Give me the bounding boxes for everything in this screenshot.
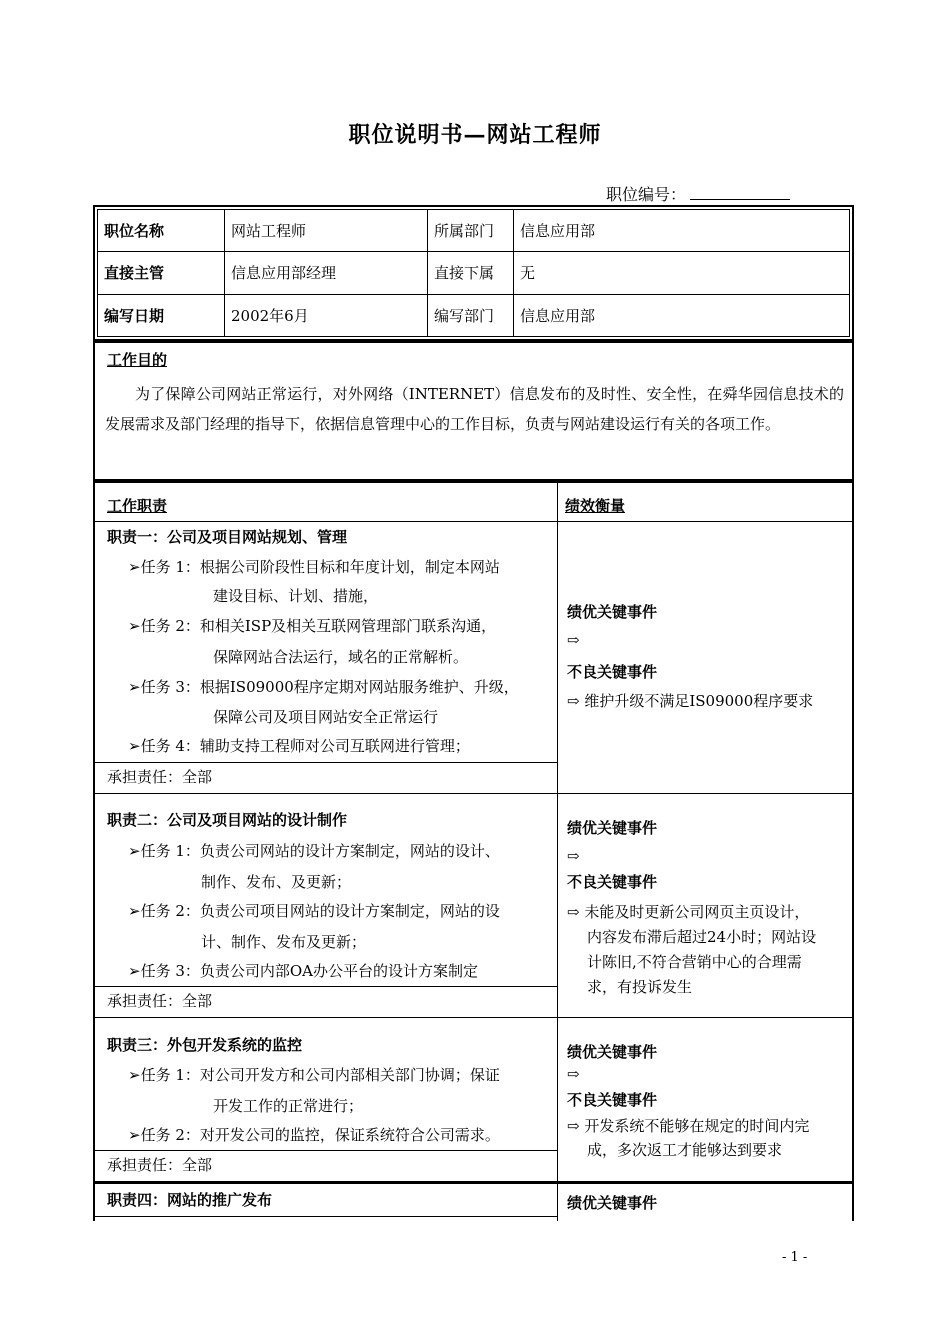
divider: [95, 521, 852, 522]
duty3-title: 职责三：外包开发系统的监控: [107, 1036, 303, 1054]
table-row: [98, 210, 850, 252]
position-code: [606, 182, 790, 205]
column-divider: [557, 483, 558, 1221]
label-position-name: 职位名称: [98, 210, 225, 252]
divider: [95, 986, 557, 987]
duty3-bad-line2: 成，多次返工才能够达到要求: [587, 1141, 783, 1159]
divider: [95, 793, 852, 794]
duty3-task1: ➢任务 1：对公司开发方和公司内部相关部门协调；保证: [128, 1066, 500, 1084]
arrow-icon: ⇨: [567, 847, 580, 865]
duty3-good-events: 绩优关键事件: [567, 1043, 658, 1061]
duty2-responsibility: 承担责任：全部: [107, 992, 213, 1010]
duty2-bad-line2: 内容发布滞后超过24小时；网站设: [587, 928, 817, 946]
duty3-bad-line1: ⇨ 开发系统不能够在规定的时间内完: [567, 1117, 810, 1135]
duty2-task3: ➢任务 3：负责公司内部OA办公平台的设计方案制定: [128, 962, 479, 980]
duty1-good-events: 绩优关键事件: [567, 603, 658, 621]
duty1-bad-item: ⇨ 维护升级不满足IS09000程序要求: [567, 692, 814, 710]
duty1-task3: ➢任务 3：根据IS09000程序定期对网站服务维护、升级，: [128, 678, 519, 696]
position-code-label: 职位编号：: [606, 185, 687, 204]
table-row: [98, 294, 850, 336]
duty1-responsibility: 承担责任：全部: [107, 768, 213, 786]
purpose-text: 为了保障公司网站正常运行，对外网络（INTERNET）信息发布的及时性、安全性，在舜华园信息技术的发展需求及部门经理的指导下，依据信息管理中心的工作目标，负责与网站建设运行有关的各项工作。: [105, 385, 844, 433]
label-supervisor: 直接主管: [98, 252, 225, 294]
duty3-bad-events: 不良关键事件: [567, 1091, 658, 1109]
page-title: 职位说明书—网站工程师: [348, 122, 602, 148]
duty2-bad-events: 不良关键事件: [567, 873, 658, 891]
value-department: 信息应用部: [514, 210, 850, 252]
duty1-task2-cont: 保障网站合法运行，域名的正常解析。: [213, 648, 469, 666]
divider: [95, 1150, 557, 1151]
duty1-task1: ➢任务 1：根据公司阶段性目标和年度计划，制定本网站: [128, 558, 500, 576]
label-subordinates: 直接下属: [428, 252, 514, 294]
info-table-box: [93, 205, 854, 341]
duty3-task1-cont: 开发工作的正常进行；: [213, 1097, 364, 1115]
duty4-good-events: 绩优关键事件: [567, 1194, 658, 1212]
divider: [95, 1017, 852, 1018]
duty1-bad-events: 不良关键事件: [567, 663, 658, 681]
duty2-bad-line4: 求，有投诉发生: [587, 978, 693, 996]
value-subordinates: 无: [514, 252, 850, 294]
label-author-dept: 编写部门: [428, 294, 514, 336]
purpose-section: [93, 341, 854, 481]
label-date: 编写日期: [98, 294, 225, 336]
duty4-title: 职责四：网站的推广发布: [107, 1191, 273, 1209]
value-position-name: 网站工程师: [225, 210, 428, 252]
divider: [95, 762, 557, 763]
duty2-task2: ➢任务 2：负责公司项目网站的设计方案制定，网站的设: [128, 902, 500, 920]
duty1-task1-cont: 建设目标、计划、措施，: [213, 587, 379, 605]
arrow-icon: ⇨: [567, 1065, 580, 1083]
duty3-responsibility: 承担责任：全部: [107, 1156, 213, 1174]
value-supervisor: 信息应用部经理: [225, 252, 428, 294]
performance-heading: 绩效衡量: [565, 497, 626, 515]
duty2-task1: ➢任务 1：负责公司网站的设计方案制定，网站的设计、: [128, 842, 500, 860]
duty2-bad-line1: ⇨ 未能及时更新公司网页主页设计，: [567, 903, 810, 921]
divider: [95, 1181, 852, 1184]
value-date: 2002年6月: [225, 294, 428, 336]
duty2-task1-cont: 制作、发布、及更新；: [201, 873, 352, 891]
duties-section: [93, 481, 854, 1221]
page-number: - 1 -: [782, 1250, 808, 1265]
duty1-task3-cont: 保障公司及项目网站安全正常运行: [213, 708, 439, 726]
value-author-dept: 信息应用部: [514, 294, 850, 336]
label-department: 所属部门: [428, 210, 514, 252]
duty1-task2: ➢任务 2：和相关ISP及相关互联网管理部门联系沟通，: [128, 617, 497, 635]
divider: [95, 1216, 557, 1217]
duty2-bad-line3: 计陈旧,不符合营销中心的合理需: [587, 953, 802, 971]
arrow-icon: ⇨: [567, 631, 580, 649]
duty2-title: 职责二：公司及项目网站的设计制作: [107, 811, 348, 829]
duty3-task2: ➢任务 2：对开发公司的监控，保证系统符合公司需求。: [128, 1126, 500, 1144]
duty1-title: 职责一：公司及项目网站规划、管理: [107, 528, 348, 546]
info-table: [97, 209, 850, 337]
duties-heading: 工作职责: [107, 497, 168, 515]
duty2-task2-cont: 计、制作、发布及更新；: [201, 933, 367, 951]
table-row: [98, 252, 850, 294]
duty2-good-events: 绩优关键事件: [567, 819, 658, 837]
purpose-heading: 工作目的: [107, 351, 168, 369]
position-code-blank: [690, 185, 790, 200]
duty1-task4: ➢任务 4：辅助支持工程师对公司互联网进行管理；: [128, 737, 470, 755]
